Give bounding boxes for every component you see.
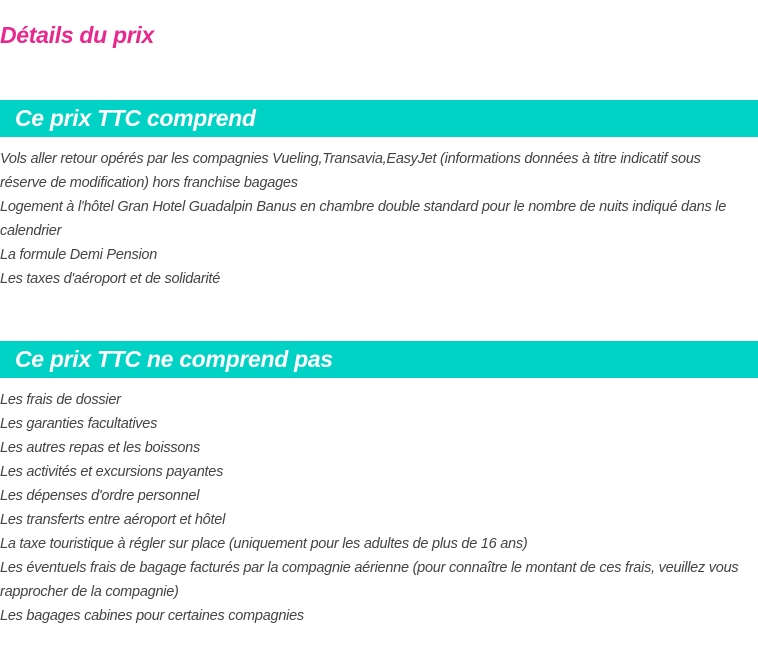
included-section-header: Ce prix TTC comprend (0, 100, 758, 137)
page-title: Détails du prix (0, 22, 154, 48)
excluded-section-header: Ce prix TTC ne comprend pas (0, 341, 758, 378)
included-item: La formule Demi Pension (0, 247, 158, 263)
included-item: Les taxes d'aéroport et de solidarité (0, 271, 221, 287)
excluded-item: Les activités et excursions payantes (0, 464, 224, 480)
excluded-item: Les garanties facultatives (0, 416, 158, 432)
excluded-item: La taxe touristique à régler sur place (uniquement pour les adultes de plus de 16 ans) (0, 536, 528, 552)
excluded-item: Les dépenses d'ordre personnel (0, 488, 200, 504)
excluded-item: Les autres repas et les boissons (0, 440, 200, 456)
included-item: Logement à l'hôtel Gran Hotel Guadalpin Banus en chambre double standard pour le nombre de nuits indiqué dans le calendrier (0, 199, 727, 239)
included-item: Vols aller retour opérés par les compagnies Vueling,Transavia,EasyJet (informations données à titre indicatif sous réserve de modification) hors franchise bagages (0, 151, 701, 191)
excluded-item: Les frais de dossier (0, 392, 121, 408)
included-items-list (0, 147, 758, 291)
excluded-item: Les éventuels frais de bagage facturés par la compagnie aérienne (pour connaître le montant de ces frais, veuillez vous rapprocher de la compagnie) (0, 560, 739, 600)
excluded-item: Les bagages cabines pour certaines compagnies (0, 608, 304, 624)
excluded-item: Les transferts entre aéroport et hôtel (0, 512, 226, 528)
excluded-items-list (0, 388, 758, 628)
